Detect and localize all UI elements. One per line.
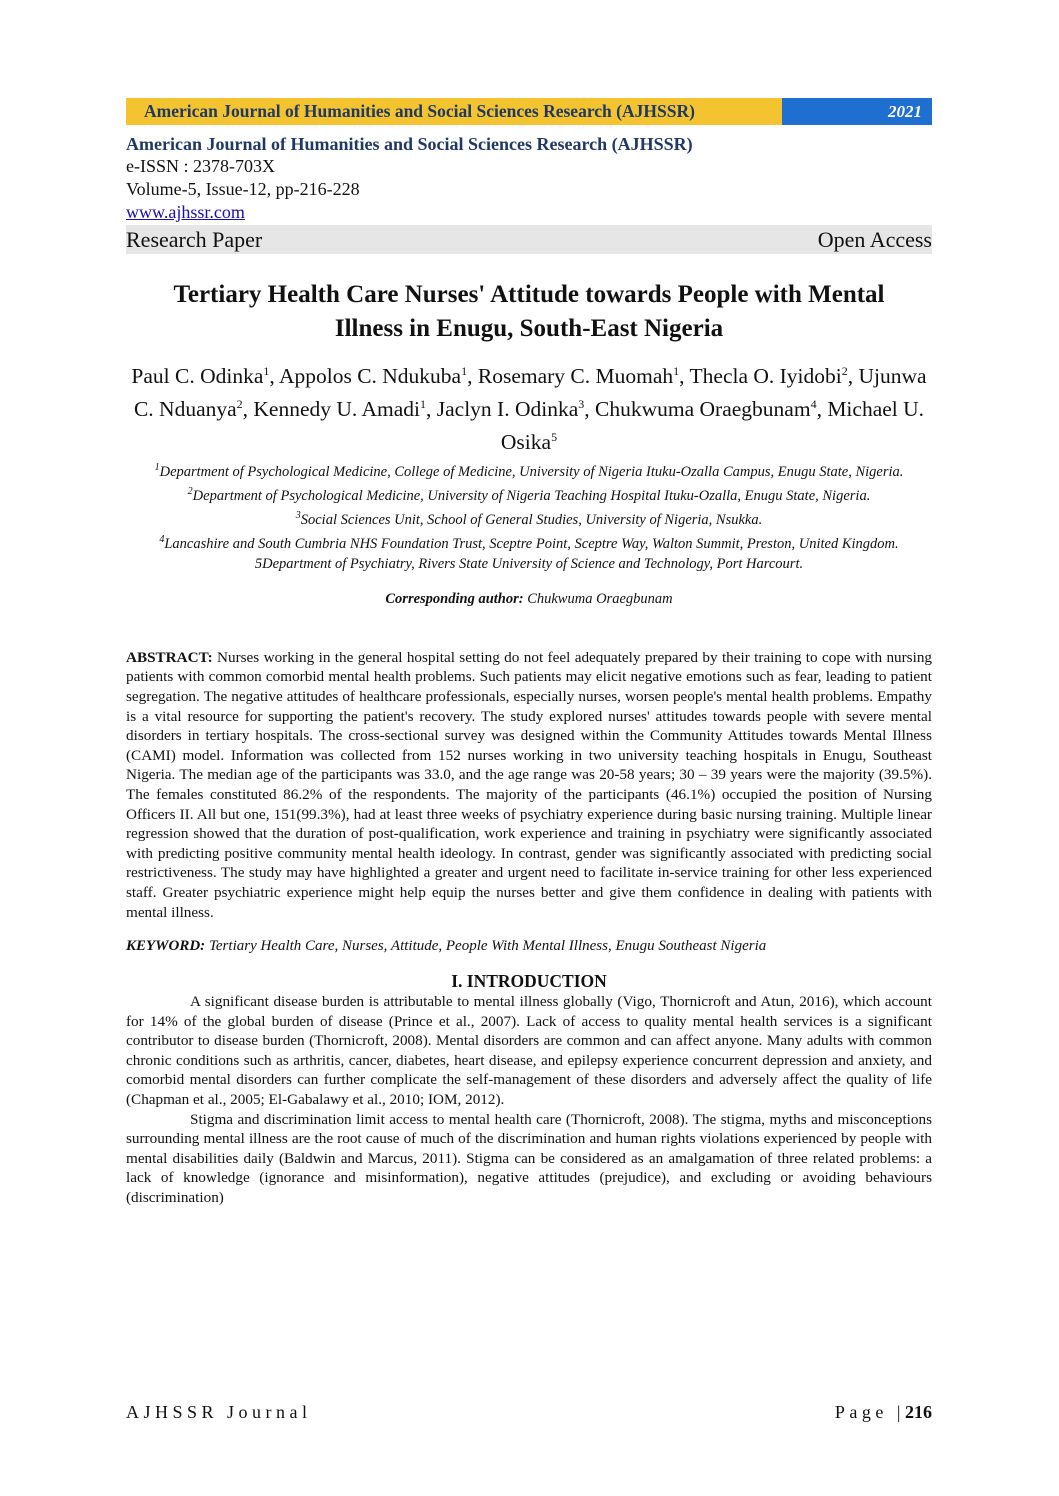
body-paragraph: A significant disease burden is attributable to mental illness globally (Vigo, Thornicroft and Atun, 2016), which account for 14% of the global burden of disease (Prince et al., 2007). Lack of access to quality mental health services is a significant contributor to disease burden (Thornicroft, 2008). Mental disorders are common and can affect anyone. Many adults with common chronic conditions such as arthritis, cancer, diabetes, heart disease, and epilepsy experience concurrent depression and anxiety, and comorbid mental disorders can further complicate the self-management of these disorders and adversely affect the quality of life (Chapman et al., 2005; El-Gabalawy et al., 2010; IOM, 2012).	[126, 993, 932, 1109]
article-page	[126, 98, 932, 1208]
author-affiliation-number: 1	[420, 397, 426, 412]
affiliation-number: 2	[187, 486, 193, 498]
author-name: Paul C. Odinka	[131, 364, 264, 389]
keyword-text: Tertiary Health Care, Nurses, Attitude, People With Mental Illness, Enugu Southeast Nigeria	[208, 938, 767, 955]
author-name: Michael U. Osika	[500, 397, 925, 455]
access-bar	[126, 225, 932, 254]
footer-page-label: Page |	[834, 1402, 905, 1422]
affiliation-text: Social Sciences Unit, School of General Studies, University of Nigeria, Nsukka.	[300, 511, 763, 528]
running-header	[126, 98, 932, 125]
author-list: Paul C. Odinka$^1$, Appolos C. Ndukuba$^1$, Rosemary C. Muomah$^1$, Thecla O. Iyidobi$^2$, Ujunwa C. Nduanya$^2$, Kennedy U. Amadi$^1$, Jaclyn I. Odinka$^3$, Chukwuma Oraegbunam$^4$, Michael U. Osika$^5$	[131, 364, 927, 455]
eissn	[126, 155, 932, 178]
author-name: Kennedy U. Amadi	[253, 397, 420, 422]
corresponding-name: Chukwuma Oraegbunam	[527, 590, 673, 607]
keyword-label: KEYWORD:	[126, 938, 206, 955]
keywords	[126, 938, 932, 955]
author-name: Ujunwa C. Nduanya	[133, 364, 927, 422]
author-affiliation-number: 2	[236, 397, 243, 412]
affiliation-item	[126, 458, 932, 482]
running-header-journal: American Journal of Humanities and Social Sciences Research (AJHSSR)	[126, 98, 782, 125]
website-link[interactable]: www.ajhssr.com	[126, 202, 245, 222]
abstract-label: ABSTRACT:	[126, 648, 213, 666]
author-affiliation-number: 5	[551, 430, 558, 445]
abstract-text: Nurses working in the general hospital setting do not feel adequately prepared by their training to cope with nursing patients with common comorbid mental health problems. Such patients may elicit negative emotions such as fear, leading to patient segregation. The negative attitudes of healthcare professionals, especially nurses, worsen people's mental health problems. Empathy is a vital resource for supporting the patient's recovery. The study explored nurses' attitudes towards people with severe mental disorders in tertiary hospitals. The cross-sectional survey was designed within the Community Attitudes towards Mental Illness (CAMI) model. Information was collected from 152 nurses working in two university teaching hospitals in Enugu, Southeast Nigeria. The median age of the participants was 33.0, and the age range was 20-58 years; 30 – 39 years were the majority (39.5%). The females constituted 86.2% of the respondents. The majority of the participants (46.1%) occupied the position of Nursing Officers II. All but one, 151(99.3%), had at least three weeks of psychiatry experience during basic nursing training. Multiple linear regression showed that the duration of post-qualification, work experience and training in psychiatry were significantly associated with predicting positive community mental health ideology. In contrast, gender was significantly associated with predicting social restrictiveness. The study may have highlighted a greater and urgent need to facilitate in-service training for other less experienced staff. Greater psychiatric experience might help equip the nurses better and give them confidence in dealing with patients with mental illness.	[126, 648, 933, 921]
author-affiliation-number: 1	[673, 364, 680, 378]
eissn-label: e-ISSN :	[126, 156, 193, 176]
author-name: Rosemary C. Muomah	[477, 364, 674, 389]
author-name: Jaclyn I. Odinka	[436, 397, 579, 422]
corresponding-author	[126, 591, 932, 608]
article-title: Tertiary Health Care Nurses' Attitude towards People with Mental Illness in Enugu, South-East Nigeria	[173, 281, 885, 342]
running-header-year: 2021	[782, 98, 932, 125]
volume-info: Volume-5, Issue-12, pp-216-228	[126, 179, 360, 199]
affiliation-number: 3	[295, 510, 301, 522]
affiliation-text: Lancashire and South Cumbria NHS Foundation Trust, Sceptre Point, Sceptre Way, Walton Summit, Preston, United Kingdom.	[164, 535, 899, 552]
section-title: I. INTRODUCTION	[451, 971, 607, 992]
page-footer	[126, 1402, 932, 1423]
affiliations	[126, 458, 932, 573]
access-type: Open Access	[817, 227, 932, 252]
corresponding-label: Corresponding author:	[385, 590, 524, 607]
journal-name: American Journal of Humanities and Social Sciences Research (AJHSSR)	[126, 134, 693, 154]
body-paragraph: Stigma and discrimination limit access to mental health care (Thornicroft, 2008). The stigma, myths and misconceptions surrounding mental illness are the root cause of much of the discrimination and human rights violations experienced by people with mental disabilities daily (Baldwin and Marcus, 2011). Stigma can be considered as an amalgamation of three related problems: a lack of knowledge (ignorance and misinformation), negative attitudes (prejudice), and excluding or avoiding behaviours (discrimination)	[126, 1110, 932, 1207]
author-name: Appolos C. Ndukuba	[278, 364, 462, 389]
abstract	[126, 648, 932, 922]
author-name: Thecla O. Iyidobi	[689, 364, 842, 389]
affiliation-number: 4	[159, 533, 165, 545]
affiliation-item	[126, 506, 932, 530]
affiliation-number: 1	[154, 462, 160, 474]
footer-page-number: 216	[905, 1402, 932, 1422]
affiliation-text: Department of Psychological Medicine, University of Nigeria Teaching Hospital Ituku-Ozalla, Enugu State, Nigeria.	[192, 488, 871, 505]
author-affiliation-number: 1	[263, 364, 270, 378]
affiliation-item	[126, 482, 932, 506]
author-affiliation-number: 2	[841, 364, 848, 378]
affiliation-item	[126, 530, 932, 554]
paper-type: Research Paper	[126, 227, 263, 252]
author-affiliation-number: 1	[461, 364, 468, 378]
author-affiliation-number: 4	[810, 397, 817, 412]
affiliation-text: 5Department of Psychiatry, Rivers State University of Science and Technology, Port Harcourt.	[254, 555, 804, 572]
affiliation-text: Department of Psychological Medicine, College of Medicine, University of Nigeria Ituku-Ozalla Campus, Enugu State, Nigeria.	[159, 464, 904, 481]
eissn-value: 2378-703X	[193, 156, 275, 176]
author-affiliation-number: 3	[578, 397, 585, 412]
footer-page	[835, 1402, 932, 1423]
author-name: Chukwuma Oraegbunam	[595, 397, 811, 422]
affiliation-item	[126, 554, 932, 574]
footer-journal: AJHSSR Journal	[126, 1402, 312, 1422]
